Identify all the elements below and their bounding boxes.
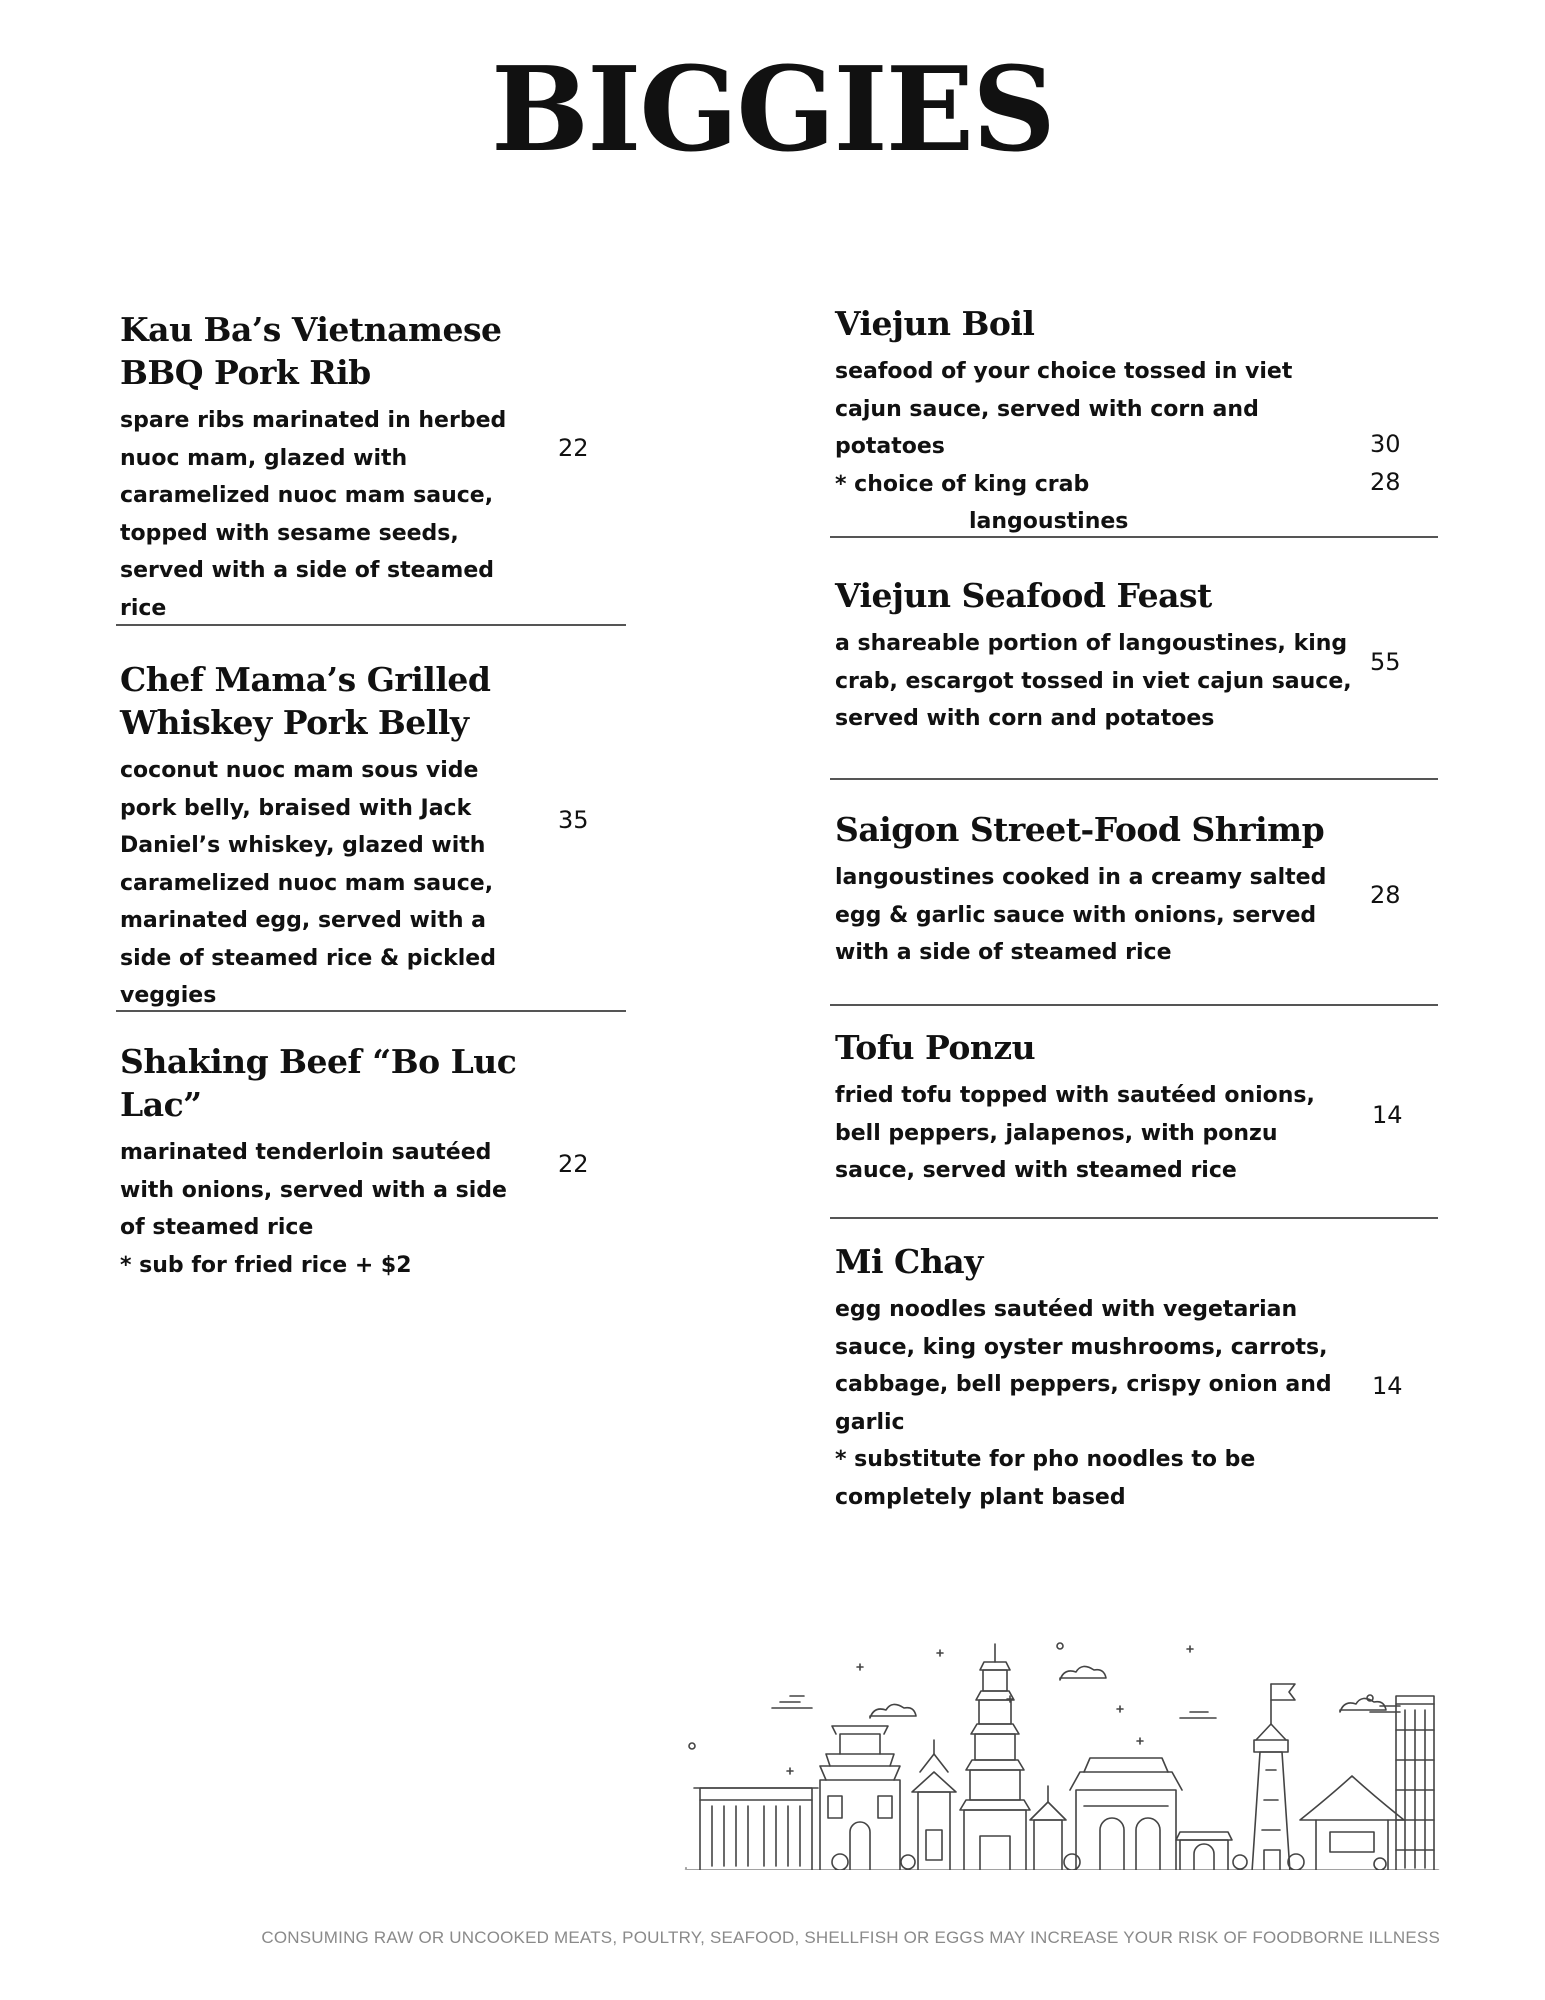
menu-item-whiskey-pork-belly (120, 658, 535, 1015)
small-pagoda (912, 1740, 956, 1870)
shrubs (832, 1854, 1386, 1870)
item-description: langoustines cooked in a creamy salted egg & garlic sauce with onions, served with a side of steamed rice (835, 865, 1327, 965)
item-price: 35 (558, 806, 589, 834)
item-options (835, 466, 1355, 541)
item-description: coconut nuoc mam sous vide pork belly, braised with Jack Daniel’s whiskey, glazed with caramelized nuoc mam sauce, marinated egg, served with a side of steamed rice & pickled veggies (120, 758, 496, 1008)
item-note: * sub for fried rice + $2 (120, 1252, 412, 1278)
menu-item-seafood-feast (835, 574, 1355, 738)
pavilion (1300, 1776, 1404, 1870)
menu-item-saigon-shrimp (835, 808, 1355, 972)
item-price: 14 (1372, 1101, 1403, 1129)
menu-item-tofu-ponzu (835, 1026, 1355, 1190)
option-langoustines: langoustines (969, 509, 1129, 534)
flag-tower (1252, 1684, 1295, 1870)
item-name: Chef Mama’s Grilled Whiskey Pork Belly (120, 660, 491, 742)
arched-gate (1176, 1832, 1232, 1870)
item-description: seafood of your choice tossed in viet cajun sauce, served with corn and potatoes (835, 359, 1293, 459)
option-king-crab: * choice of king crab (835, 471, 1090, 497)
menu-item-mi-chay (835, 1240, 1355, 1516)
section-divider (830, 536, 1438, 538)
item-description: egg noodles sautéed with vegetarian sauce, king oyster mushrooms, carrots, cabbage, bell peppers, crispy onion and garlic (835, 1297, 1332, 1435)
item-name: Viejun Boil (835, 304, 1035, 343)
item-note: * substitute for pho noodles to be completely plant based (835, 1447, 1256, 1510)
section-divider (830, 778, 1438, 780)
item-price: 28 (1370, 881, 1401, 909)
menu-item-shaking-beef (120, 1040, 535, 1284)
item-name: Tofu Ponzu (835, 1028, 1036, 1067)
food-safety-disclaimer: CONSUMING RAW OR UNCOOKED MEATS, POULTRY, SEAFOOD, SHELLFISH OR EGGS MAY INCREASE YOUR RISK OF FOODBORNE ILLNESS (261, 1928, 1440, 1947)
menu-item-viejun-boil (835, 302, 1355, 541)
item-price: 55 (1370, 648, 1401, 676)
item-price: 22 (558, 434, 589, 462)
price-king-crab: 30 (1370, 430, 1401, 458)
section-divider (116, 1010, 626, 1012)
city-skyline-illustration (680, 1600, 1440, 1870)
item-description: a shareable portion of langoustines, king crab, escargot tossed in viet cajun sauce, served with corn and potatoes (835, 631, 1352, 731)
price-langoustines: 28 (1370, 468, 1401, 496)
section-divider (116, 624, 626, 626)
item-name: Saigon Street-Food Shrimp (835, 810, 1325, 849)
tall-pagoda-tower (960, 1644, 1030, 1870)
skyscraper (1396, 1696, 1434, 1870)
section-divider (830, 1004, 1438, 1006)
item-description: marinated tenderloin sautéed with onions, served with a side of steamed rice (120, 1140, 507, 1240)
item-name: Mi Chay (835, 1242, 983, 1281)
menu-item-bbq-pork-rib (120, 308, 535, 627)
item-description: spare ribs marinated in herbed nuoc mam, glazed with caramelized nuoc mam sauce, topped with sesame seeds, served with a side of steamed rice (120, 408, 507, 621)
small-tower (1030, 1786, 1066, 1870)
item-name: Viejun Seafood Feast (835, 576, 1212, 615)
item-name: Kau Ba’s Vietnamese BBQ Pork Rib (120, 310, 502, 392)
gate-building (820, 1726, 900, 1870)
left-building (694, 1788, 818, 1870)
menu-title: BIGGIES (491, 42, 1054, 178)
sky-decorations (689, 1643, 1400, 1774)
item-name: Shaking Beef “Bo Luc Lac” (120, 1042, 517, 1124)
item-description: fried tofu topped with sautéed onions, bell peppers, jalapenos, with ponzu sauce, served with steamed rice (835, 1083, 1315, 1183)
item-price: 22 (558, 1150, 589, 1178)
item-price: 14 (1372, 1372, 1403, 1400)
section-divider (830, 1217, 1438, 1219)
temple-building (1070, 1758, 1182, 1870)
